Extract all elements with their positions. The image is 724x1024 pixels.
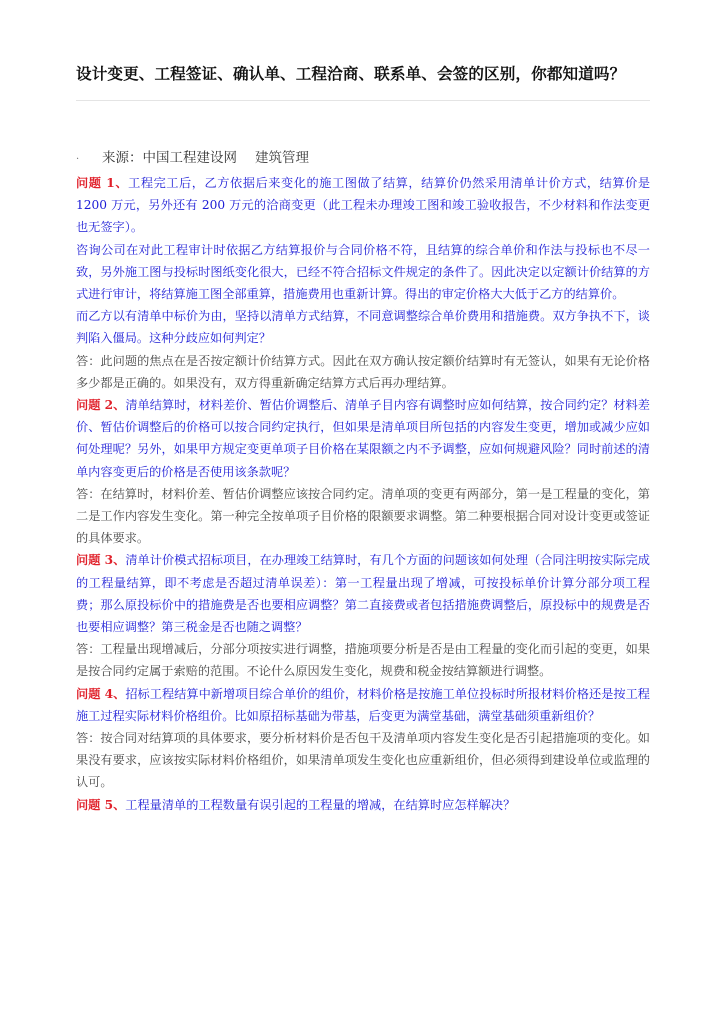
question-5-paragraph xyxy=(76,794,650,816)
title-divider xyxy=(76,100,650,101)
question-label: 问题 5、 xyxy=(76,797,126,812)
article-body xyxy=(76,172,650,816)
question-2-paragraph xyxy=(76,394,650,483)
question-1-continued-paragraph xyxy=(76,305,650,349)
question-4-paragraph xyxy=(76,683,650,727)
paragraph-text: 咨询公司在对此工程审计时依据乙方结算报价与合同价格不符，且结算的综合单价和作法与投标也不尽一致，另外施工图与投标时图纸变化很大，已经不符合招标文件规定的条件了。因此决定以定额计价结算的方式进行审计，将结算施工图全部重算，措施费用也重新计算。得出的审定价格大大低于乙方的结算价。 xyxy=(76,242,650,302)
answer-2-paragraph xyxy=(76,483,650,550)
paragraph-text: 而乙方以有清单中标价为由，坚持以清单方式结算，不同意调整综合单价费用和措施费。双方争执不下，谈判陷入僵局。这种分歧应如何判定？ xyxy=(76,309,650,346)
source-category: 建筑管理 xyxy=(255,150,309,166)
question-1-continued-paragraph xyxy=(76,239,650,306)
question-1-paragraph xyxy=(76,172,650,239)
answer-4-paragraph xyxy=(76,727,650,794)
paragraph-text: 答：在结算时，材料价差、暂估价调整应该按合同约定。清单项的变更有两部分，第一是工程量的变化，第二是工作内容发生变化。第一种完全按单项子目价格的限额要求调整。第二种要根据合同对设计变更或签证的具体要求。 xyxy=(76,486,650,546)
question-3-paragraph xyxy=(76,549,650,638)
paragraph-text: 招标工程结算中新增项目综合单价的组价，材料价格是按施工单位投标时所报材料价格还是按工程施工过程实际材料价格组价。比如原招标基础为带基，后变更为满堂基础，满堂基础须重新组价？ xyxy=(76,686,650,723)
paragraph-text: 工程量清单的工程数量有误引起的工程量的增减，在结算时应怎样解决？ xyxy=(125,797,516,812)
paragraph-text: 工程完工后，乙方依据后来变化的施工图做了结算，结算价仍然采用清单计价方式，结算价是 1200 万元，另外还有 200 万元的洽商变更（此工程未办理竣工图和竣工验收报告，不少材料和作法变更也无签字）。 xyxy=(76,176,651,235)
paragraph-text: 清单结算时，材料差价、暂估价调整后、清单子目内容有调整时应如何结算，按合同约定？材料差价、暂估价调整后的价格可以按合同约定执行，但如果是清单项目所包括的内容发生变更，增加或减少应如何处理呢？另外，如果甲方规定变更单项子目价格在某限额之内不予调整，应如何规避风险？同时前述的清单内容变更后的价格是否使用该条款呢？ xyxy=(76,398,650,479)
paragraph-text: 清单计价模式招标项目，在办理竣工结算时，有几个方面的问题该如何处理（合同注明按实际完成的工程量结算，即不考虑是否超过清单误差）：第一工程量出现了增减，可按投标单价计算分部分项工程费；那么原投标价中的措施费是否也要相应调整？第二直接费或者包括措施费调整后，原投标中的规费是否也要相应调整？第三税金是否也随之调整？ xyxy=(76,553,650,635)
question-label: 问题 3、 xyxy=(76,553,126,568)
question-label: 问题 4、 xyxy=(76,686,126,701)
paragraph-text: 答：工程量出现增减后，分部分项按实进行调整，措施项要分析是否是由工程量的变化而引起的变更，如果是按合同约定属于索赔的范围。不论什么原因发生变化，规费和税金按结算额进行调整。 xyxy=(76,642,650,679)
paragraph-text: 答：此问题的焦点在是否按定额计价结算方式。因此在双方确认按定额价结算时有无签认，如果有无论价格多少都是正确的。如果没有，双方得重新确定结算方式后再办理结算。 xyxy=(76,353,650,390)
question-label: 问题 2、 xyxy=(76,398,126,413)
question-label: 问题 1、 xyxy=(76,176,129,190)
bullet-icon: · xyxy=(76,154,80,165)
answer-3-paragraph xyxy=(76,638,650,682)
source-line xyxy=(76,146,650,166)
article-title: 设计变更、工程签证、确认单、工程洽商、联系单、会签的区别，你都知道吗？ xyxy=(76,65,626,83)
paragraph-text: 答：按合同对结算项的具体要求，要分析材料价是否包干及清单项内容发生变化是否引起措施项的变化。如果没有要求，应该按实际材料价格组价，如果清单项发生变化也应重新组价，但必须得到建设单位或监理的认可。 xyxy=(76,731,650,790)
answer-1-paragraph xyxy=(76,350,650,394)
source-label: 来源：中国工程建设网 xyxy=(102,150,237,166)
